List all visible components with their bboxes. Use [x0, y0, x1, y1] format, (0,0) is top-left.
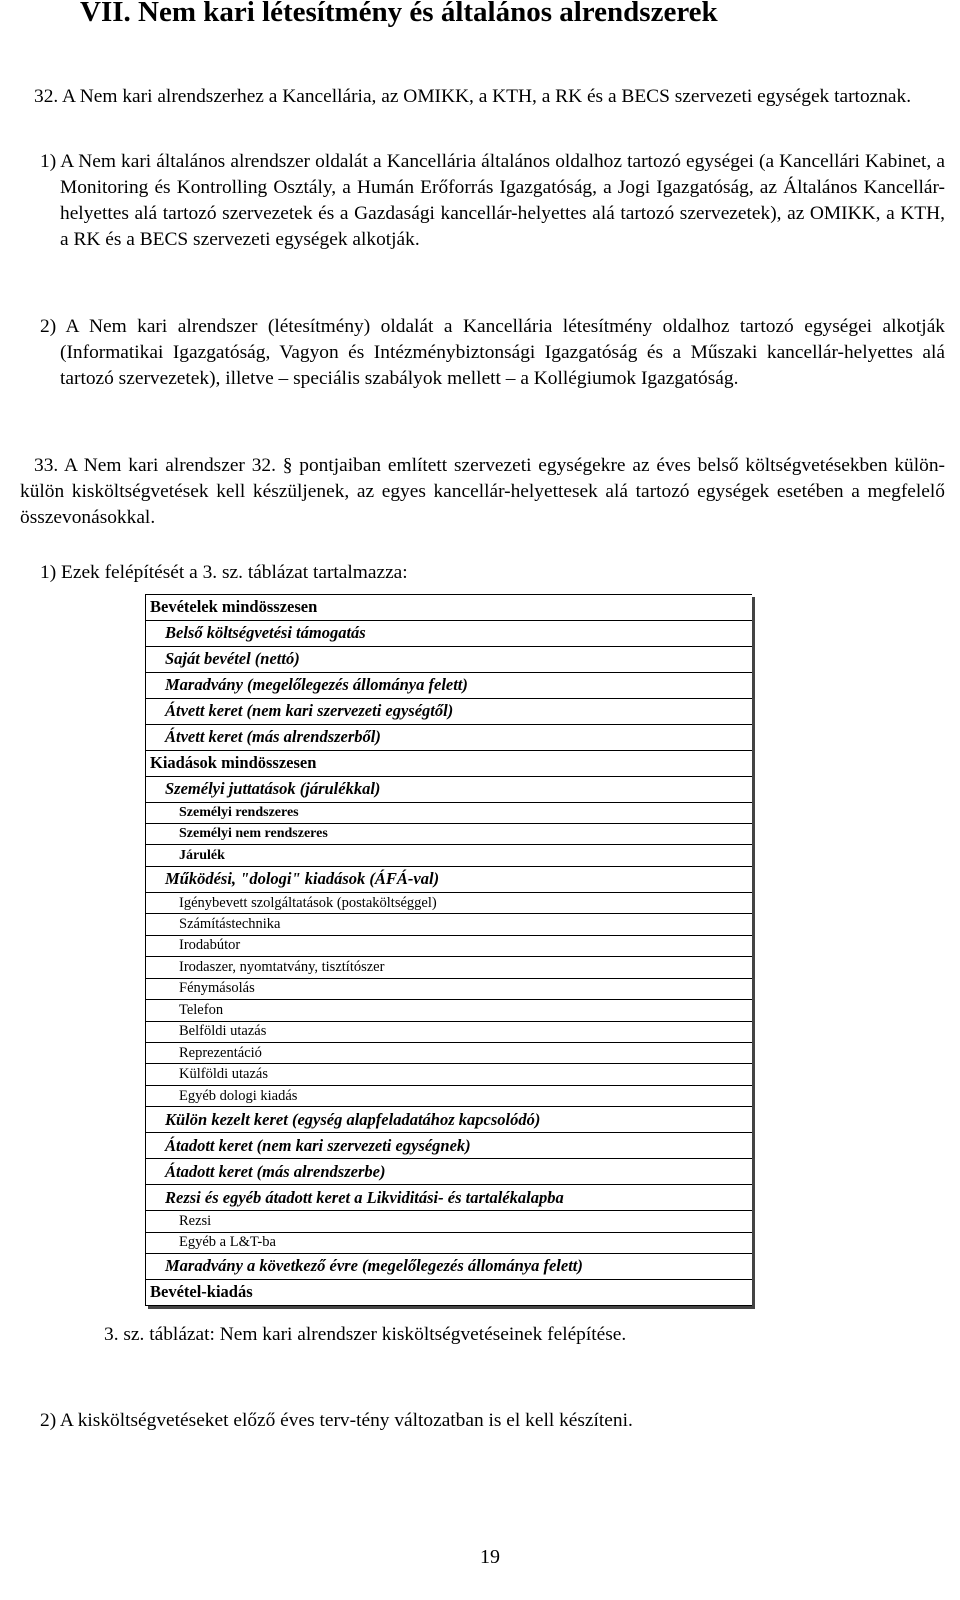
table-row: Igénybevett szolgáltatások (postaköltséggel): [146, 893, 752, 914]
table-row: Egyéb dologi kiadás: [146, 1086, 752, 1107]
table-row: Külföldi utazás: [146, 1064, 752, 1085]
table-row: Saját bevétel (nettó): [146, 647, 752, 673]
table-row: Rezsi: [146, 1211, 752, 1232]
table-row: Személyi nem rendszeres: [146, 824, 752, 845]
section-33-item-1: 1) Ezek felépítését a 3. sz. táblázat tartalmazza:: [40, 562, 408, 583]
table-row: Átvett keret (más alrendszerből): [146, 725, 752, 751]
section-32-item-2: 2) A Nem kari alrendszer (létesítmény) oldalát a Kancellária létesítmény oldalhoz tartozó egységei alkotják (Informatikai Igazgatóság, Vagyon és Intézménybiztonsági Igazgatóság és a Műszaki kancellár-helyettes alá tartozó szervezetek), illetve – speciális szabályok mellett – a Kollégiumok Igazgatóság.: [40, 316, 945, 389]
table-row: Átvett keret (nem kari szervezeti egységtől): [146, 699, 752, 725]
table-row: Maradvány a következő évre (megelőlegezés állománya felett): [146, 1254, 752, 1280]
table-row: Irodabútor: [146, 936, 752, 957]
budget-structure-table: [145, 594, 752, 1306]
section-32: 32. A Nem kari alrendszerhez a Kancellária, az OMIKK, a KTH, a RK és a BECS szervezeti egységek tartoznak.: [34, 86, 912, 107]
table-row: Külön kezelt keret (egység alapfeladatához kapcsolódó): [146, 1107, 752, 1133]
page-number: 19: [480, 1546, 500, 1568]
table-row: Bevétel-kiadás: [146, 1280, 752, 1306]
table-row: Átadott keret (nem kari szervezeti egységnek): [146, 1133, 752, 1159]
table-row: Bevételek mindösszesen: [146, 595, 752, 621]
table-caption: 3. sz. táblázat: Nem kari alrendszer kisköltségvetéseinek felépítése.: [104, 1324, 627, 1345]
section-33-item-2: 2) A kisköltségvetéseket előző éves terv-tény változatban is el kell készíteni.: [40, 1410, 633, 1431]
table-row: Átadott keret (más alrendszerbe): [146, 1159, 752, 1185]
table-row: Irodaszer, nyomtatvány, tisztítószer: [146, 957, 752, 978]
table-row: Számítástechnika: [146, 914, 752, 935]
table-row: Járulék: [146, 845, 752, 866]
table-row: Személyi rendszeres: [146, 803, 752, 824]
table-row: Fénymásolás: [146, 979, 752, 1000]
table-row: Működési, "dologi" kiadások (ÁFÁ-val): [146, 867, 752, 893]
table-row: Reprezentáció: [146, 1043, 752, 1064]
table-row: Rezsi és egyéb átadott keret a Likviditási- és tartalékalapba: [146, 1185, 752, 1211]
table-row: Kiadások mindösszesen: [146, 751, 752, 777]
table-row: Maradvány (megelőlegezés állománya felett): [146, 673, 752, 699]
table-row: Személyi juttatások (járulékkal): [146, 777, 752, 803]
table-row: Belső költségvetési támogatás: [146, 621, 752, 647]
section-33: 33. A Nem kari alrendszer 32. § pontjaiban említett szervezeti egységekre az éves belső költségvetésekben külön-külön kisköltségvetések kell készüljenek, az egyes kancellár-helyettesek alá tartozó egységek esetében a megfelelő összevonásokkal.: [20, 455, 945, 528]
page-title: VII. Nem kari létesítmény és általános alrendszerek: [80, 0, 718, 28]
table-row: Belföldi utazás: [146, 1022, 752, 1043]
table-row: Egyéb a L&T-ba: [146, 1233, 752, 1254]
table-row: Telefon: [146, 1000, 752, 1021]
section-32-item-1: 1) A Nem kari általános alrendszer oldalát a Kancellária általános oldalhoz tartozó egységei (a Kancellári Kabinet, a Monitoring és Kontrolling Osztály, a Humán Erőforrás Igazgatóság, a Jogi Igazgatóság, az Általános Kancellár-helyettes alá tartozó szervezetek és a Gazdasági kancellár-helyettes alá tartozó szervezetek), az OMIKK, a KTH, a RK és a BECS szervezeti egységek alkotják.: [40, 151, 945, 250]
